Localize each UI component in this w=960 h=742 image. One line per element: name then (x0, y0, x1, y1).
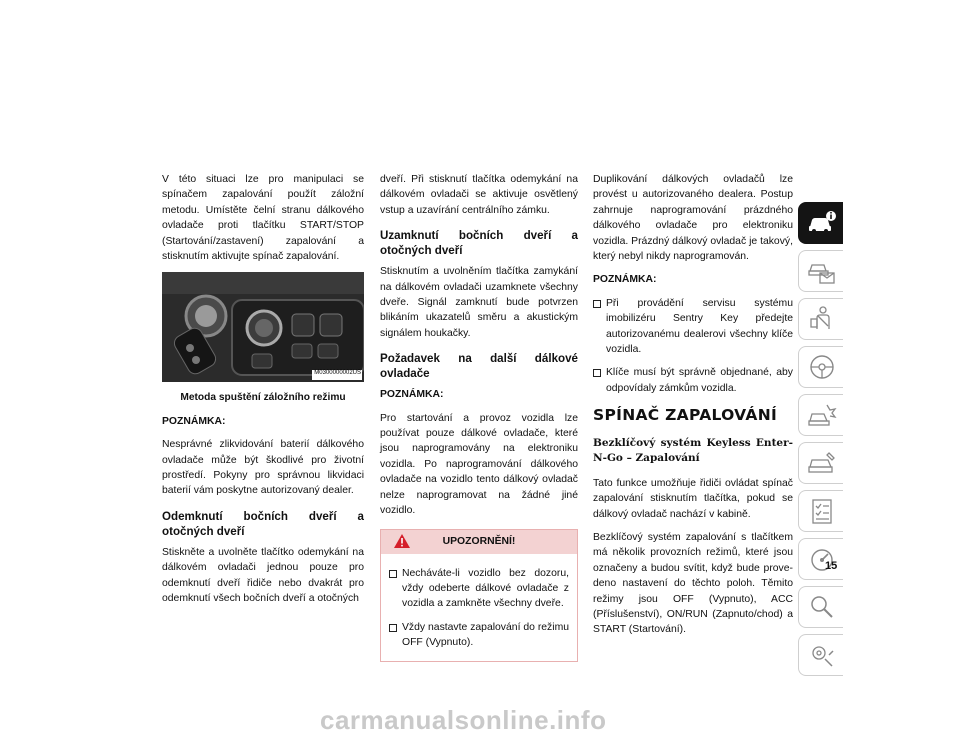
warning-triangle-icon (393, 533, 411, 549)
note-title: POZNÁMKA: (162, 415, 226, 427)
tab-tools[interactable] (798, 634, 843, 676)
keyless-paragraph-1: Tato funkce umožňuje řidiči ovládat spínač zapalování stisknutím tlačítka, pokud se dálkový ovladač nachází v kabině. (593, 477, 793, 520)
unlock-paragraph: Stiskněte a uvolněte tlačítko odemykání na dálkovém ovladači jednou pouze pro odemknutí dveří řidiče nebo dvakrát pro odemknutí všech bočních dveří a otočných (162, 546, 364, 605)
car-crash-icon (807, 401, 837, 429)
warning-title: UPOZORNĚNÍ! (442, 535, 516, 547)
note-title: POZNÁMKA: (593, 274, 657, 286)
warning-header (381, 530, 577, 554)
heading-ignition: SPÍNAČ ZAPALOVÁNÍ (593, 406, 778, 425)
chapter-tabs (798, 202, 844, 682)
tab-mail[interactable] (798, 250, 843, 292)
tab-car-crash[interactable] (798, 394, 843, 436)
continued-paragraph: dveří. Při stisknutí tlačítka odemykání na dálkovém ovladači se aktivuje osvětlený vstup a uzavírání centrálního zámku. (380, 174, 578, 216)
heading-request: Požadavek na další dálkové ovladače (380, 352, 578, 381)
tab-seatbelt[interactable] (798, 298, 843, 340)
tab-gauge[interactable] (798, 538, 843, 580)
figure-caption: Metoda spuštění záložního režimu (180, 392, 346, 404)
car-service-icon (807, 449, 837, 477)
checklist-icon (807, 497, 837, 525)
column-2 (380, 172, 578, 662)
heading-keyless: Bezklíčový systém Keyless Enter-N-Go – Zapalování (593, 436, 793, 464)
intro-paragraph: V této situaci lze pro manipulaci se spínačem zapalování použít záložní metodu. Umístěte čelní stranu dálkového ovladače proti tlačítku START/STOP (Startování/zastavení) zapalování a stisknutím aktivujte spínač zapalování. (162, 174, 364, 263)
tab-checklist[interactable] (798, 490, 843, 532)
column-3 (593, 172, 793, 646)
car-info-icon (807, 209, 837, 235)
mail-icon (807, 257, 837, 285)
watermark: carmanualsonline.info (320, 705, 607, 735)
keyless-paragraph-2: Bezklíčový systém zapalování s tlačítkem má několik provozních režimů, které jsou označeny a budou svítit, když bude prove-deno nastavení do těchto poloh. Těmito režimy jsou OFF (Vypnuto), ACC (Příslušenství), ON/RUN (Zapnuto/chod) a START (Startování). (593, 531, 793, 636)
tab-steering-wheel[interactable] (798, 346, 843, 388)
list-item: Necháváte-li vozidlo bez dozoru, vždy odeberte dálkové ovladače z vozidla a zamkněte všechny dveře. (389, 566, 569, 612)
seatbelt-icon (807, 305, 837, 333)
list-item: Klíče musí být správně objednané, aby odpovídaly zámkům vozidla. (593, 365, 793, 396)
duplicate-paragraph: Duplikování dálkových ovladačů lze provést u autorizovaného dealera. Postup zahrnuje naprogramování prázdného dálkového ovladače pro elektroniku vozidla. Prázdný dálkový ovladač je takový, který nebyl nikdy naprogramován. (593, 174, 793, 263)
note-list (593, 296, 793, 396)
heading-unlock: Odemknutí bočních dveří a otočných dveří (162, 509, 364, 538)
list-item: Při provádění servisu systému imobilizéru Sentry Key předejte autorizovanému dealerovi všechny klíče vozidla. (593, 296, 793, 358)
heading-lock: Uzamknutí bočních dveří a otočných dveří (380, 229, 578, 258)
note-text: Nesprávné zlikvidování baterií dálkového ovladače může být škodlivé pro životní prostředí. Pokyny pro správnou likvidaci baterií vám poskytne autorizovaný dealer. (162, 439, 364, 497)
tools-icon (807, 641, 837, 669)
column-1 (162, 172, 364, 615)
note-title: POZNÁMKA: (380, 389, 444, 401)
figure-code: M0300000002US (314, 370, 361, 377)
warning-list (389, 566, 569, 651)
tab-car-service[interactable] (798, 442, 843, 484)
tab-car-info[interactable] (798, 202, 843, 244)
magnify-icon (807, 593, 837, 621)
request-paragraph: Pro startování a provoz vozidla lze používat pouze dálkové ovladače, které jsou naprogramovány na elektroniku vozidla. Po naprogramování dálkového ovladače na vozidlo tento dálkový ovladač nelze naprogramovat na žádné jiné vozidlo. (380, 412, 578, 517)
warning-box (380, 529, 578, 662)
page-number: 15 (825, 560, 838, 572)
tab-magnify[interactable] (798, 586, 843, 628)
list-item: Vždy nastavte zapalování do režimu OFF (Vypnuto). (389, 620, 569, 651)
ignition-figure (162, 272, 364, 382)
steering-wheel-icon (807, 353, 837, 381)
lock-paragraph: Stisknutím a uvolněním tlačítka zamykání na dálkovém ovladači uzamknete všechny dveře. Signál zamknutí bude potvrzen blikáním ukazatelů směru a akustickým signálem houkačky. (380, 266, 578, 339)
